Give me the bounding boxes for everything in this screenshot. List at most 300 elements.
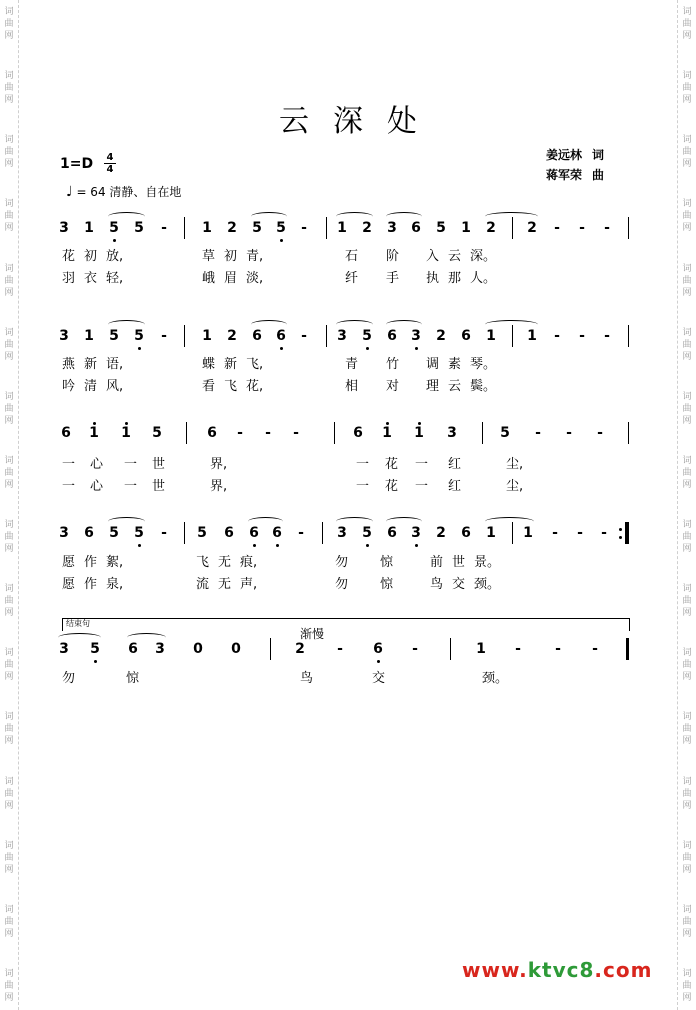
watermark-char: 词 [4,455,14,466]
watermark-char: 曲 [682,916,692,927]
watermark-char: 词 [682,520,692,530]
lyric-syllable: 青 [345,357,359,372]
watermark-char: 词 [4,391,14,402]
watermark-char: 曲 [682,275,692,286]
slur [251,212,287,221]
note: 2 [362,220,372,236]
watermark-char: 曲 [682,83,692,94]
lyric-syllable: 泉, [106,577,124,592]
watermark-char: 网 [682,672,692,683]
lyric-syllable: 一 [356,479,370,494]
watermark-char: 词 [682,840,692,851]
dash-extension: - [592,641,598,657]
lyric-syllable: 花 [385,457,399,472]
lyric-syllable: 手 [386,271,400,286]
note: 5 [109,525,119,541]
watermark-group [682,840,691,876]
note: 6 [411,220,421,236]
lyric-syllable: 鬓。 [470,379,497,394]
lyric-syllable: 放, [106,249,124,264]
barline [270,638,271,660]
time-top: 4 [106,152,114,163]
watermark-group [4,455,13,491]
watermark-group [682,711,691,747]
slur [336,212,373,221]
barline [326,325,327,347]
watermark-char: 词 [4,584,14,595]
watermark-group [682,455,691,491]
note: 5 [109,328,119,344]
note: 6 [224,525,234,541]
lyric-syllable: 尘, [506,479,524,494]
watermark-group [682,583,691,619]
note: 3 [447,425,457,441]
watermark-char: 词 [682,968,692,979]
repeat-dot [619,536,622,539]
note: 1 [476,641,486,657]
lyric-syllable: 云 [448,379,462,394]
note: 5 [362,328,372,344]
watermark-char: 曲 [4,532,14,542]
lyric-syllable: 作 [84,555,98,570]
lyric-syllable: 语, [106,357,124,372]
barline [626,638,629,660]
barline [184,217,185,239]
watermark-char: 网 [682,608,692,619]
composer-credit [546,166,604,183]
watermark-char: 曲 [682,532,692,542]
lyric-syllable: 相 [345,379,359,394]
watermark-char: 词 [682,71,692,82]
lyric-syllable: 衣 [84,271,98,286]
watermark-char: 曲 [682,211,692,222]
lyric-syllable: 鸟 [430,577,444,592]
site-watermark-logo [462,958,652,982]
watermark-char: 词 [4,327,14,338]
watermark-char: 曲 [4,660,14,671]
staff-system [0,425,696,455]
repeat-barline [625,522,628,544]
slur [386,212,422,221]
note: 5 [252,220,262,236]
lyric-syllable: 鸟 [300,671,314,686]
lyric-syllable: 草 [202,249,216,264]
watermark-char: 词 [682,327,692,338]
watermark-char: 网 [682,800,692,811]
watermark-char: 曲 [4,147,14,158]
watermark-group [4,583,13,619]
watermark-char: 网 [682,159,692,170]
lyric-syllable: 淡, [246,271,264,286]
note: 3 [411,328,421,344]
lower-octave-dot [366,347,369,350]
note: 3 [411,525,421,541]
dash-extension: - [601,525,607,541]
lower-octave-dot [366,544,369,547]
watermark-char: 网 [4,287,14,298]
note: 1 [202,328,212,344]
ritardando-marking: 渐慢 [300,627,325,641]
note: 1 [486,328,496,344]
note: 1 [337,220,347,236]
note: 3 [59,220,69,236]
slur [485,212,538,221]
note: 5 [152,425,162,441]
barline [326,217,327,239]
lyric-syllable: 红 [448,479,462,494]
note: 2 [295,641,305,657]
lower-octave-dot [415,544,418,547]
note: 6 [84,525,94,541]
dash-extension: - [515,641,521,657]
lyric-syllable: 惊 [126,671,140,686]
watermark-char: 网 [4,736,14,747]
lyric-syllable: 心 [90,457,104,472]
watermark-char: 网 [682,223,692,234]
staff-system [0,641,696,671]
lyricist-name: 姜远林 [546,148,583,162]
lyric-syllable: 世 [152,457,166,472]
dash-extension: - [301,328,307,344]
time-bottom: 4 [106,164,114,175]
watermark-char: 网 [682,479,692,490]
lyric-syllable: 蝶 [202,357,216,372]
lower-octave-dot [415,347,418,350]
watermark-char: 网 [4,928,14,939]
quarter-note-icon: ♩ [66,184,73,200]
watermark-group [682,263,691,299]
composer-role: 曲 [592,168,605,182]
watermark-char: 词 [682,776,692,787]
note: 6 [461,525,471,541]
watermark-char: 词 [4,776,14,787]
time-signature [104,152,116,175]
note: 0 [193,641,203,657]
barline [628,422,629,444]
lyric-syllable: 痕, [240,555,258,570]
lyric-syllable: 一 [356,457,370,472]
watermark-group [682,391,691,427]
watermark-char: 网 [682,95,692,106]
watermark-group [4,263,13,299]
slur [248,517,283,526]
watermark-char: 曲 [682,19,692,29]
watermark-group [4,6,13,42]
watermark-char: 网 [682,736,692,747]
lyric-syllable: 交 [372,671,386,686]
watermark-group [4,968,13,1004]
lyric-syllable: 琴。 [470,357,497,372]
lyric-syllable: 云 [448,249,462,264]
note: 5 [500,425,510,441]
note: 6 [387,525,397,541]
lyric-syllable: 前 [430,555,444,570]
lyric-syllable: 风, [106,379,124,394]
note: 3 [387,220,397,236]
watermark-char: 网 [682,544,692,554]
lyric-syllable: 一 [415,457,429,472]
watermark-group [4,840,13,876]
watermark-char: 词 [682,135,692,146]
note: 6 [207,425,217,441]
watermark-char: 词 [4,648,14,659]
lower-octave-dot [253,544,256,547]
watermark-char: 词 [682,455,692,466]
lyric-syllable: 无 [218,555,232,570]
lyric-syllable: 界, [210,457,228,472]
lyric-syllable: 一 [62,479,76,494]
lyric-syllable: 竹 [386,357,400,372]
watermark-char: 曲 [4,19,14,29]
note: 5 [436,220,446,236]
lyric-syllable: 世 [152,479,166,494]
watermark-group [4,711,13,747]
dash-extension: - [597,425,603,441]
lyric-syllable: 心 [90,479,104,494]
lyric-syllable: 惊 [380,555,394,570]
right-border-line [677,0,678,1010]
dash-extension: - [161,525,167,541]
note: 1 [121,425,131,441]
watermark-char: 网 [682,992,692,1003]
dash-extension: - [337,641,343,657]
slur [485,320,538,329]
barline [628,325,629,347]
barline [482,422,483,444]
lyric-syllable: 花 [62,249,76,264]
dash-extension: - [535,425,541,441]
watermark-char: 网 [682,351,692,362]
note: 3 [337,525,347,541]
watermark-char: 网 [682,287,692,298]
watermark-char: 网 [682,415,692,426]
lyric-syllable: 景。 [474,555,501,570]
lyric-syllable: 声, [240,577,258,592]
watermark-char: 曲 [682,980,692,991]
watermark-char: 词 [4,904,14,915]
watermark-char: 词 [4,199,14,210]
lyric-syllable: 无 [218,577,232,592]
slur [386,517,422,526]
note: 2 [436,525,446,541]
lyric-syllable: 羽 [62,271,76,286]
watermark-char: 词 [682,7,692,17]
note: 5 [109,220,119,236]
watermark-char: 词 [682,199,692,210]
note: 2 [486,220,496,236]
dash-extension: - [161,220,167,236]
ending-bracket [62,618,630,631]
slur [336,320,373,329]
lyric-syllable: 深。 [470,249,497,264]
watermark-char: 词 [4,71,14,82]
barline [184,325,185,347]
note: 3 [337,328,347,344]
note: 0 [231,641,241,657]
lower-octave-dot [94,660,97,663]
watermark-char: 词 [4,840,14,851]
lyric-syllable: 阶 [386,249,400,264]
watermark-char: 词 [682,584,692,595]
slur [108,517,145,526]
lower-octave-dot [280,347,283,350]
note: 6 [272,525,282,541]
watermark-char: 网 [4,992,14,1003]
note: 1 [84,328,94,344]
watermark-char: 网 [4,864,14,875]
dash-extension: - [579,328,585,344]
lyric-syllable: 作 [84,577,98,592]
lyric-syllable: 一 [62,457,76,472]
watermark-char: 曲 [682,788,692,799]
note: 5 [134,328,144,344]
lyric-syllable: 新 [224,357,238,372]
watermark-char: 网 [4,351,14,362]
watermark-char: 网 [4,672,14,683]
lyric-syllable: 吟 [62,379,76,394]
note: 5 [197,525,207,541]
watermark-char: 曲 [4,724,14,735]
lyric-syllable: 新 [84,357,98,372]
note: 1 [202,220,212,236]
note: 6 [373,641,383,657]
song-title: 云深处 [279,104,441,139]
note: 6 [252,328,262,344]
watermark-group [682,776,691,812]
dash-extension: - [577,525,583,541]
watermark-char: 曲 [4,403,14,414]
dash-extension: - [293,425,299,441]
watermark-group [4,391,13,427]
lyric-syllable: 纤 [345,271,359,286]
watermark-char: 词 [4,135,14,146]
note: 6 [461,328,471,344]
lyric-syllable: 初 [224,249,238,264]
note: 6 [387,328,397,344]
lyricist-credit [546,146,604,163]
note: 1 [486,525,496,541]
lyric-syllable: 花, [246,379,264,394]
dash-extension: - [555,641,561,657]
note: 2 [227,328,237,344]
watermark-char: 词 [682,391,692,402]
lyric-syllable: 愿 [62,577,76,592]
lyric-syllable: 交 [452,577,466,592]
barline [186,422,187,444]
dash-extension: - [301,220,307,236]
dash-extension: - [566,425,572,441]
lyric-syllable: 界, [210,479,228,494]
composer-name: 蒋军荣 [546,168,583,182]
lyric-syllable: 勿 [335,555,349,570]
slur [336,517,373,526]
note: 2 [436,328,446,344]
note: 2 [227,220,237,236]
note: 3 [59,641,69,657]
watermark-char: 曲 [4,788,14,799]
lyric-syllable: 峨 [202,271,216,286]
lyric-syllable: 执 [426,271,440,286]
lyric-syllable: 素 [448,357,462,372]
watermark-group [4,776,13,812]
note: 1 [527,328,537,344]
lower-octave-dot [280,239,283,242]
slur [485,517,534,526]
note: 5 [134,220,144,236]
note: 1 [414,425,424,441]
key-signature: 1=D [60,156,94,172]
lyric-syllable: 世 [452,555,466,570]
lyric-syllable: 一 [124,457,138,472]
lyric-syllable: 一 [124,479,138,494]
watermark-char: 网 [4,95,14,106]
watermark-char: 网 [682,928,692,939]
slur [386,320,422,329]
watermark-char: 曲 [4,916,14,927]
barline [450,638,451,660]
url-part-2: ktvc8 [527,958,595,982]
ending-label: 结束句 [66,619,90,628]
left-border-line [18,0,19,1010]
lyric-syllable: 石 [345,249,359,264]
note: 3 [155,641,165,657]
watermark-char: 曲 [682,852,692,863]
watermark-char: 曲 [4,980,14,991]
watermark-char: 曲 [4,275,14,286]
watermark-char: 曲 [682,467,692,478]
barline [322,522,323,544]
note: 3 [59,328,69,344]
lyric-syllable: 眉 [224,271,238,286]
note: 5 [362,525,372,541]
lyric-syllable: 飞, [246,357,264,372]
watermark-char: 曲 [682,660,692,671]
lyric-syllable: 入 [426,249,440,264]
lyric-syllable: 絮, [106,555,124,570]
url-part-1: www. [462,958,528,982]
note: 3 [59,525,69,541]
url-part-3: .com [594,958,653,982]
watermark-char: 网 [682,31,692,41]
watermark-char: 曲 [682,339,692,350]
lyric-syllable: 对 [386,379,400,394]
dash-extension: - [604,328,610,344]
watermark-char: 词 [682,904,692,915]
lower-octave-dot [138,347,141,350]
lower-octave-dot [113,239,116,242]
tempo-marking [66,183,181,200]
dash-extension: - [161,328,167,344]
note: 1 [461,220,471,236]
lyric-syllable: 惊 [380,577,394,592]
watermark-char: 网 [4,800,14,811]
watermark-char: 曲 [4,596,14,607]
lyric-syllable: 一 [415,479,429,494]
watermark-char: 曲 [682,596,692,607]
lyric-syllable: 调 [426,357,440,372]
watermark-char: 网 [4,415,14,426]
lyric-syllable: 清 [84,379,98,394]
lyric-syllable: 尘, [506,457,524,472]
watermark-char: 词 [4,712,14,723]
watermark-char: 曲 [4,339,14,350]
barline [628,522,629,544]
barline [628,217,629,239]
note: 6 [61,425,71,441]
watermark-char: 曲 [682,147,692,158]
watermark-group [682,6,691,42]
lyric-syllable: 理 [426,379,440,394]
